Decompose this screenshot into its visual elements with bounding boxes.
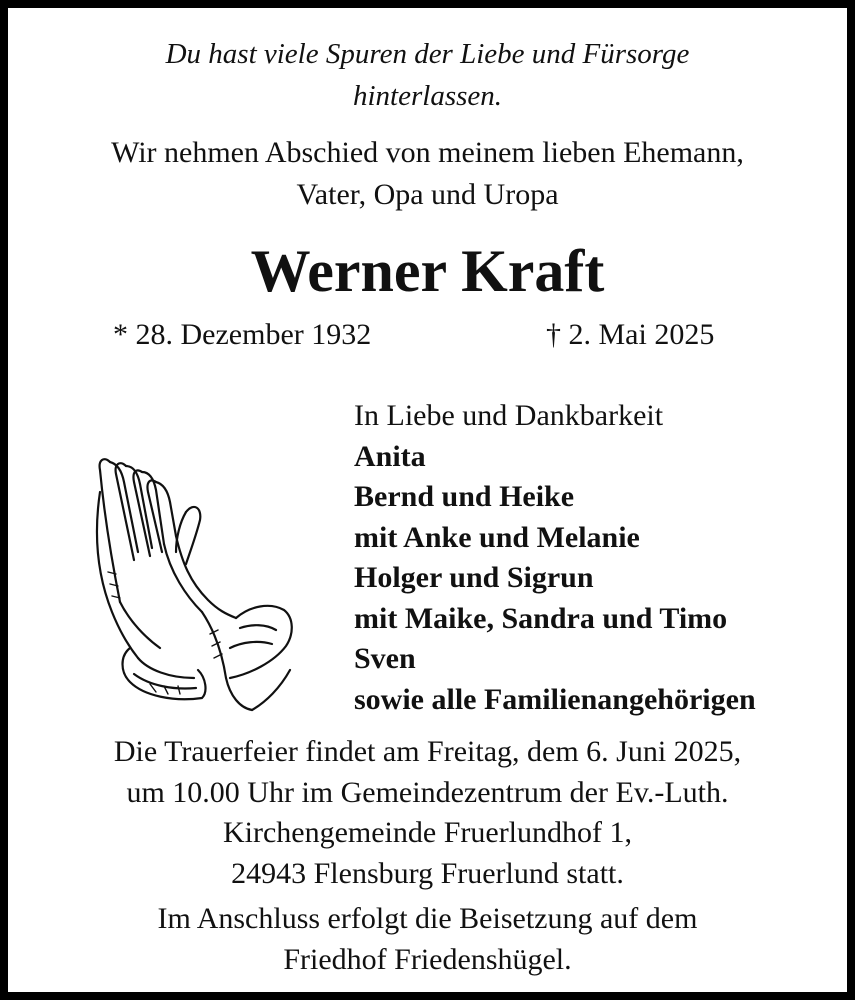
intro-line: Wir nehmen Abschied von meinem lieben Ehemann,: [111, 136, 744, 169]
deceased-name: Werner Kraft: [250, 238, 605, 304]
praying-hands-icon: [90, 452, 300, 714]
burial-line: Im Anschluss erfolgt die Beisetzung auf dem: [157, 902, 698, 935]
service-line: um 10.00 Uhr im Gemeindezentrum der Ev.-Luth.: [126, 775, 729, 809]
mourner-name: Bernd und Heike: [354, 480, 575, 513]
burial-line: Friedhof Friedenshügel.: [283, 942, 572, 976]
funeral-service-info: [8, 732, 847, 894]
death-date: † 2. Mai 2025: [546, 318, 715, 351]
burial-info: [8, 899, 847, 980]
intro-line: Vater, Opa und Uropa: [296, 178, 559, 211]
motto-line: Du hast viele Spuren der Liebe und Fürsorge: [165, 38, 690, 70]
birth-date: * 28. Dezember 1932: [113, 318, 372, 351]
service-line: Kirchengemeinde Fruerlundhof 1,: [222, 816, 633, 849]
mourners-heading: In Liebe und Dankbarkeit: [354, 399, 664, 432]
mourners-list: [354, 396, 844, 720]
service-line: Die Trauerfeier findet am Freitag, dem 6. Juni 2025,: [113, 735, 742, 768]
mourner-name: mit Maike, Sandra und Timo: [354, 601, 728, 635]
motto-line: hinterlassen.: [352, 80, 503, 112]
mourner-name: sowie alle Familienangehörigen: [354, 682, 756, 716]
mourner-name: Anita: [354, 439, 426, 473]
mourner-name: Sven: [354, 642, 416, 675]
mourner-name: Holger und Sigrun: [354, 561, 594, 594]
motto: [8, 33, 847, 117]
service-line: 24943 Flensburg Fruerlund statt.: [231, 856, 624, 890]
mourner-name: mit Anke und Melanie: [354, 520, 640, 554]
intro-text: [8, 132, 847, 216]
